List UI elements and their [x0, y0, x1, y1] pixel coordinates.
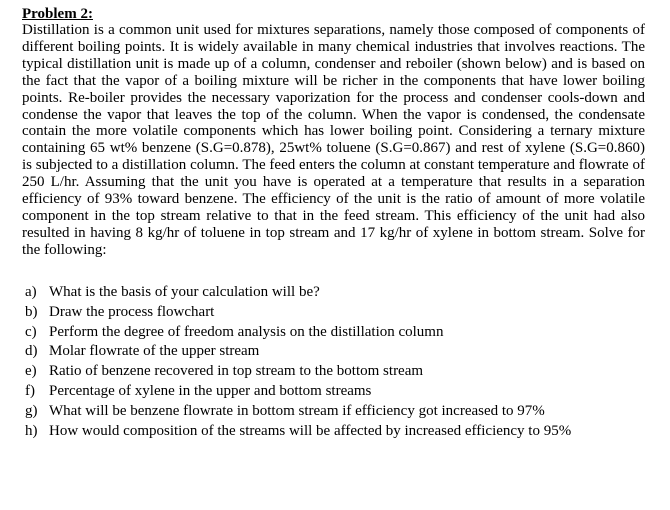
- task-item: [25, 402, 645, 422]
- task-item: [25, 342, 645, 362]
- task-marker: a): [25, 283, 37, 300]
- task-list: [22, 283, 645, 442]
- task-text: Draw the process flowchart: [49, 303, 215, 320]
- task-marker: c): [25, 323, 37, 340]
- task-marker: g): [25, 403, 38, 420]
- task-marker: f): [25, 383, 35, 400]
- task-text: How would composition of the streams will be affected by increased efficiency to 95%: [49, 423, 572, 440]
- task-text: What is the basis of your calculation will be?: [49, 283, 320, 300]
- task-item: [25, 323, 645, 343]
- task-item: [25, 303, 645, 323]
- task-item: [25, 283, 645, 303]
- task-text: What will be benzene flowrate in bottom stream if efficiency got increased to 97%: [49, 403, 545, 420]
- task-item: [25, 382, 645, 402]
- task-text: Molar flowrate of the upper stream: [49, 343, 260, 360]
- problem-document: [22, 6, 645, 442]
- problem-description: Distillation is a common unit used for mixtures separations, namely those composed of components of different boiling points. It is widely available in many chemical industries that involves reactions. The typical distillation unit is made up of a column, condenser and reboiler (shown below) and is based on the fact that the vapor of a boiling mixture will be richer in the components that have lower boiling points. Re-boiler provides the necessary vaporization for the process and condenser cools-down and condense the vapor that leaves the top of the column. When the vapor is condensed, the condensate contain the more volatile components which has lower boiling point. Considering a ternary mixture containing 65 wt% benzene (S.G=0.878), 25wt% toluene (S.G=0.867) and rest of xylene (S.G=0.860) is subjected to a distillation column. The feed enters the column at constant temperature and flowrate of 250 L/hr. Assuming that the unit you have is operated at a temperature that results in a separation efficiency of 93% toward benzene. The efficiency of the unit is the ratio of amount of more volatile component in the top stream relative to that in the feed stream. This efficiency of the unit had also resulted in having 8 kg/hr of toluene in top stream and 17 kg/hr of xylene in bottom stream. Solve for the following:: [22, 22, 645, 258]
- task-text: Perform the degree of freedom analysis on the distillation column: [49, 323, 444, 340]
- task-marker: d): [25, 343, 38, 360]
- problem-title: Problem 2:: [22, 6, 93, 22]
- task-item: [25, 362, 645, 382]
- task-text: Percentage of xylene in the upper and bottom streams: [49, 383, 372, 400]
- task-marker: h): [25, 423, 38, 440]
- task-text: Ratio of benzene recovered in top stream to the bottom stream: [49, 363, 424, 380]
- task-item: [25, 422, 645, 442]
- task-marker: b): [25, 303, 38, 320]
- task-marker: e): [25, 363, 37, 380]
